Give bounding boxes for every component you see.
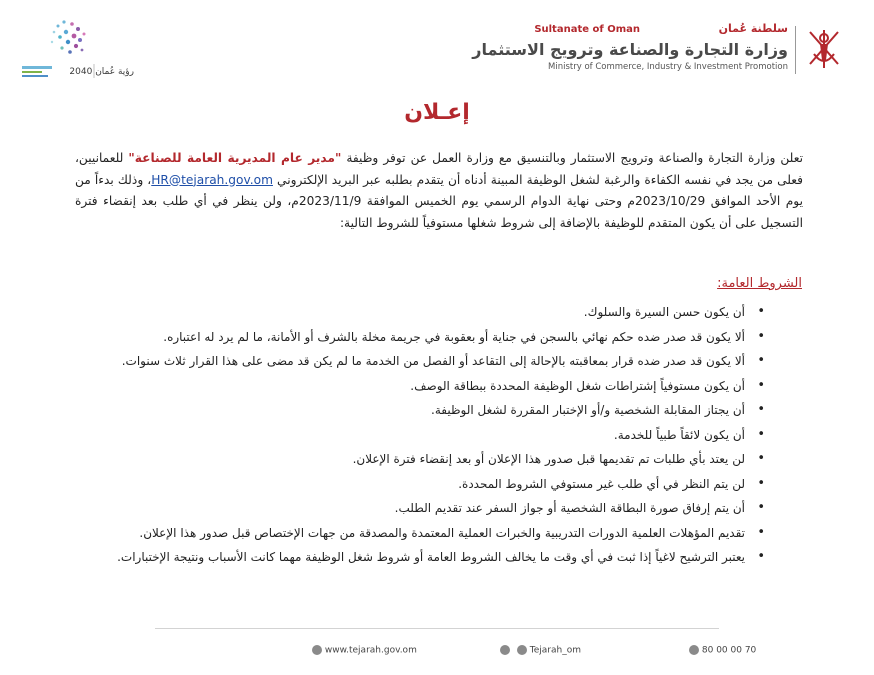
footer-social[interactable] bbox=[496, 645, 581, 659]
sultanate-en: Sultanate of Oman bbox=[534, 24, 640, 35]
condition-item: • يعتبر الترشيح لاغياً إذا ثبت في أي وقت ما يخالف الشروط العامة أو شروط شغل الوظيفة مهما كانت الأسباب ونتيجة الإختبارات. bbox=[75, 547, 765, 572]
email-link[interactable]: HR@tejarah.gov.om bbox=[151, 172, 273, 187]
instagram-icon bbox=[500, 645, 510, 655]
ministry-name-ar: وزارة التجارة والصناعة وترويج الاستثمار bbox=[472, 40, 788, 59]
condition-item: • أن يتم إرفاق صورة البطاقة الشخصية أو جواز السفر عند تقديم الطلب. bbox=[75, 498, 765, 523]
intro-paragraph bbox=[75, 148, 803, 234]
condition-item: • لن يتم النظر في أي طلب غير مستوفي الشروط المحددة. bbox=[75, 474, 765, 499]
intro-text-1: تعلن وزارة التجارة والصناعة وترويج الاستثمار وبالتنسيق مع وزارة العمل عن توفر وظيفة bbox=[341, 151, 803, 165]
condition-item: • أن يجتاز المقابلة الشخصية و/أو الإختبار المقررة لشغل الوظيفة. bbox=[75, 400, 765, 425]
footer-phone[interactable] bbox=[685, 645, 756, 659]
footer-website-text: www.tejarah.gov.om bbox=[324, 645, 417, 656]
job-title: "مدير عام المديرية العامة للصناعة" bbox=[128, 151, 342, 165]
condition-item: • أن يكون حسن السيرة والسلوك. bbox=[75, 302, 765, 327]
intro-text-2: للعمانيين، فعلى من يجد في نفسه الكفاءة والرغبة لشغل الوظيفة المبينة أدناه أن يتقدم بطلبه عبر البريد الإلكتروني bbox=[75, 151, 803, 187]
announcement-title: إعـلان bbox=[404, 100, 470, 125]
vision-logo-text: رؤية عُمان 2040 bbox=[69, 67, 134, 77]
footer-phone-text: 80 00 00 70 bbox=[701, 645, 757, 656]
oman-emblem-icon bbox=[802, 24, 846, 72]
condition-item: • ألا يكون قد صدر ضده حكم نهائي بالسجن في جناية أو بعقوبة في جريمة مخلة بالشرف أو الأمانة، ما لم يرد له اعتباره. bbox=[75, 327, 765, 352]
globe-icon bbox=[312, 645, 322, 655]
footer-social-text: Tejarah_om bbox=[529, 645, 581, 656]
footer-divider bbox=[155, 628, 719, 629]
general-conditions-title: الشروط العامة: bbox=[717, 276, 802, 291]
header-divider bbox=[795, 26, 796, 74]
vision-2040-logo bbox=[14, 12, 144, 80]
footer-website[interactable] bbox=[308, 645, 417, 659]
condition-item: • تقديم المؤهلات العلمية الدورات التدريبية والخبرات العملية المعتمدة والمصدقة من جهات الإختصاص قبل صدور هذا الإعلان. bbox=[75, 523, 765, 548]
twitter-icon bbox=[517, 645, 527, 655]
intro-text-3: ، وذلك بدءاً من يوم الأحد الموافق 2023/10/29م وحتى نهاية الدوام الرسمي يوم الخميس الموافقة 2023/11/9م، ولن ينظر في أي طلب بعد إنقضاء فترة التسجيل على أن يكون المتقدم للوظيفة بالإضافة إلى شروط شغلها مستوفياً للشروط التالية: bbox=[75, 172, 803, 230]
condition-item: • أن يكون مستوفياً إشتراطات شغل الوظيفة المحددة ببطاقة الوصف. bbox=[75, 376, 765, 401]
condition-item: • ألا يكون قد صدر ضده قرار بمعاقبته بالإحالة إلى التقاعد أو الفصل من الخدمة ما لم يكن قد مضى على هذا القرار ثلاث سنوات. bbox=[75, 351, 765, 376]
condition-item: • أن يكون لائقاً طبياً للخدمة. bbox=[75, 425, 765, 450]
ministry-header bbox=[472, 22, 846, 78]
sultanate-ar: سلطنة عُمان bbox=[718, 22, 788, 35]
condition-item: • لن يعتد بأي طلبات تم تقديمها قبل صدور هذا الإعلان أو بعد إنقضاء فترة الإعلان. bbox=[75, 449, 765, 474]
conditions-list bbox=[75, 302, 765, 572]
phone-icon bbox=[689, 645, 699, 655]
ministry-name-en: Ministry of Commerce, Industry & Investment Promotion bbox=[548, 62, 788, 72]
